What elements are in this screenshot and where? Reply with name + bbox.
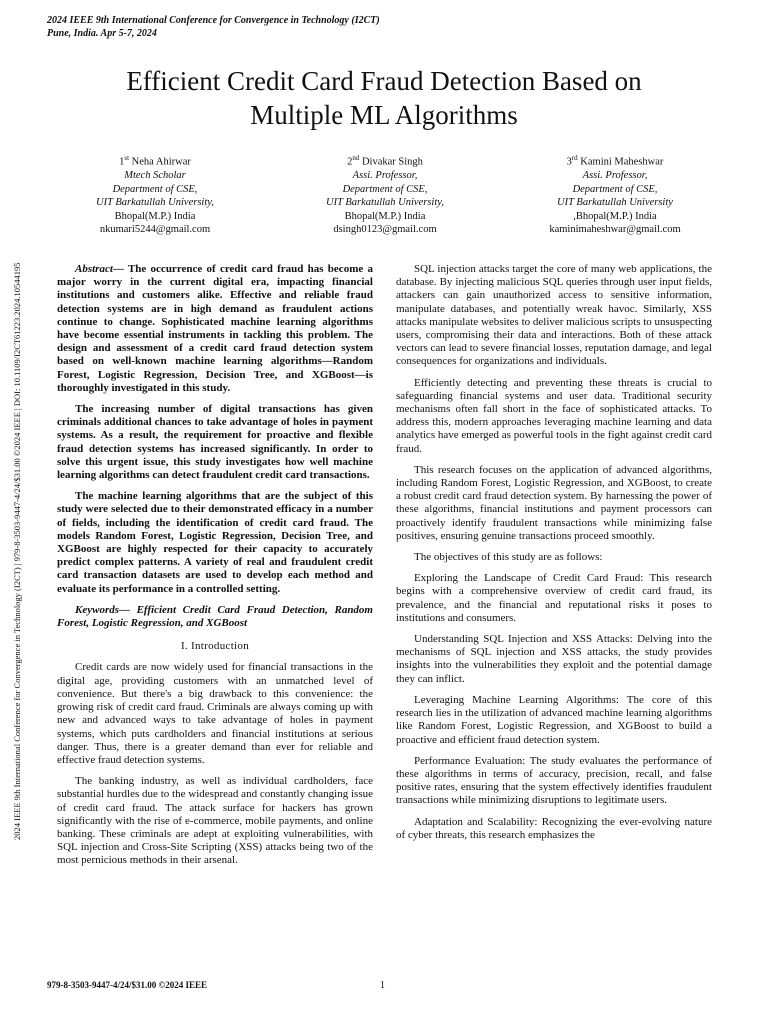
body-paragraph-5: Exploring the Landscape of Credit Card Fraud: This research begins with a comprehensive overview of credit card fraud, its prevalence, and the financial and reputational risks it poses to institutions and consumers. [396, 572, 712, 624]
author-ordinal: 2 [347, 156, 353, 168]
body-paragraph-6: Understanding SQL Injection and XSS Attacks: Delving into the mechanisms of SQL injection and XSS attacks, the study provides insights into the vulnerabilities they exploit and the potential damage they can inflict. [396, 633, 712, 685]
section-heading-introduction: I. Introduction [180, 640, 250, 653]
author-name: Kamini Maheshwar [580, 156, 664, 168]
author-email: kaminimaheshwar@gmail.com [549, 224, 681, 235]
abstract-label: Abstract— [75, 263, 124, 275]
author-role: Assi. Professor, [352, 170, 418, 181]
conference-header [47, 14, 380, 40]
body-paragraph-3: This research focuses on the application of advanced algorithms, including Random Forest, Logistic Regression, and XGBoost, to create a robust credit card fraud detection system. By harnessing the power of these algorithms, financial institutions and payment processors can proactively identify fraudulent transactions while minimizing false positives, ensuring genuine transactions proceed smoothly. [396, 463, 712, 542]
abstract-paragraph-2: The increasing number of digital transactions has given criminals additional chances to take advantage of holes in payment systems. As a result, the requirement for proactive and flexible fraud detection systems has increased significantly. In order to solve this urgent issue, this study investigates how well machine learning algorithms can detect fraudulent credit card transactions. [57, 403, 373, 482]
author-ordinal-suffix: nd [352, 154, 360, 162]
author-ordinal-suffix: st [124, 154, 130, 162]
conference-line-1: 2024 IEEE 9th International Conference for Convergence in Technology (I2CT) [47, 15, 380, 26]
side-doi-text: 2024 IEEE 9th International Conference for Convergence in Technology (I2CT) | 979-8-3503-9447-4/24/$31.00 ©2024 IEEE | DOI: 10.1109/I2CT61223.2024.10544195 [12, 262, 22, 840]
author-email: nkumari5244@gmail.com [99, 224, 211, 235]
body-paragraph-2: Efficiently detecting and preventing these threats is crucial to safeguarding financial systems and user data. Traditional security mechanisms often fall short in the face of sophisticated attacks. To address this, modern approaches leveraging machine learning and data analytics have emerged as powerful tools in the fight against credit card fraud. [396, 376, 712, 455]
author-city: Bhopal(M.P.) India [114, 210, 196, 222]
title-line-1: Efficient Credit Card Fraud Detection Based on [126, 66, 642, 96]
body-paragraph-1: SQL injection attacks target the core of many web applications, the database. By injecting malicious SQL queries through user input fields, attackers can gain unauthorized access to sensitive information, manipulate databases, and potentially wreak havoc. Similarly, XSS attacks manipulate websites to deliver malicious scripts to unsuspecting users, compromising their data and interactions. Both of these attack vectors can lead to severe financial losses, reputation damage, and legal consequences for organizations and individuals. [396, 263, 712, 368]
author-role: Mtech Scholar [124, 170, 186, 181]
title-line-2: Multiple ML Algorithms [250, 100, 518, 130]
conference-line-2: Pune, India. Apr 5-7, 2024 [47, 28, 157, 39]
page-number: 1 [380, 980, 385, 991]
author-role: Assi. Professor, [582, 170, 648, 181]
right-column [396, 263, 712, 850]
author-1 [40, 152, 270, 237]
author-department: Department of CSE, [342, 183, 428, 195]
author-name: Divakar Singh [361, 156, 423, 168]
author-ordinal: 3 [566, 156, 572, 168]
author-department: Department of CSE, [572, 183, 658, 195]
author-city: ,Bhopal(M.P.) India [573, 210, 657, 222]
body-paragraph-9: Adaptation and Scalability: Recognizing the ever-evolving nature of cyber threats, this research emphasizes the [396, 815, 712, 841]
author-ordinal: 1 [119, 156, 125, 168]
author-department: Department of CSE, [112, 183, 198, 195]
author-ordinal-suffix: rd [571, 154, 578, 162]
author-name: Neha Ahirwar [131, 156, 191, 168]
intro-paragraph-1: Credit cards are now widely used for financial transactions in the digital age, providing customers with an unmatched level of convenience. But there's a big drawback to this convenience: the growing risk of credit card fraud. Criminals are always coming up with new and advanced ways to take advantage of holes in payment systems, which puts cardholders and financial institutions at serious danger. Thus, there is a greater demand than ever for reliable and effective fraud detection systems. [57, 661, 373, 766]
keywords: Keywords— Efficient Credit Card Fraud Detection, Random Forest, Logistic Regression, and XGBoost [57, 603, 373, 630]
body-paragraph-8: Performance Evaluation: The study evaluates the performance of these algorithms in terms of accuracy, precision, recall, and false positive rates, ensuring that the system effectively identifies fraudulent transactions while minimizing disruptions to legitimate users. [396, 754, 712, 807]
author-university: UIT Barkatullah University, [96, 197, 214, 208]
footer-isbn: 979-8-3503-9447-4/24/$31.00 ©2024 IEEE [47, 980, 207, 990]
author-university: UIT Barkatullah University, [326, 197, 444, 208]
body-paragraph-7: Leveraging Machine Learning Algorithms: The core of this research lies in the utilization of advanced machine learning algorithms like Random Forest, Logistic Regression, and XGBoost to build a proactive and efficient fraud detection system. [396, 693, 712, 746]
body-paragraph-4: The objectives of this study are as follows: [414, 551, 603, 564]
paper-title [40, 64, 728, 132]
author-block [40, 152, 730, 237]
abstract-paragraph [57, 263, 373, 395]
author-email: dsingh0123@gmail.com [333, 224, 437, 235]
abstract-text: The occurrence of credit card fraud has become a major worry in the current digital era, impacting financial institutions and customers alike. Effective and reliable fraud detection systems are in high demand as fraudulent actions continue to change. Sophisticated machine learning algorithms have become essential instruments in tackling this problem. The design and assessment of a credit card fraud detection system based on well-known machine learning algorithms—Random Forest, Logistic Regression, Decision Tree, and XGBoost—is thoroughly investigated in this study. [57, 263, 373, 394]
author-3 [500, 152, 730, 237]
author-city: Bhopal(M.P.) India [344, 210, 426, 222]
author-university: UIT Barkatullah University [557, 197, 673, 208]
abstract-paragraph-3: The machine learning algorithms that are the subject of this study were selected due to their demonstrated efficacy in a number of fields, including the identification of credit card fraud. The models Random Forest, Logistic Regression, Decision Tree, and XGBoost are highly respected for their capacity to accurately predict complex patterns. A variety of real and fraudulent credit card transaction datasets are used to develop each method and evaluate its performance in a controlled setting. [57, 490, 373, 595]
author-2 [270, 152, 500, 237]
intro-paragraph-2: The banking industry, as well as individual cardholders, face substantial hurdles due to the widespread and constantly changing issue of credit card fraud. The attack surface for hackers has grown significantly with the rise of e-commerce, mobile payments, and online banking. These criminals are adept at exploiting vulnerabilities, with SQL injection and Cross-Site Scripting (XSS) attacks being two of the most pernicious methods in their arsenal. [57, 775, 373, 867]
left-column [57, 263, 373, 876]
